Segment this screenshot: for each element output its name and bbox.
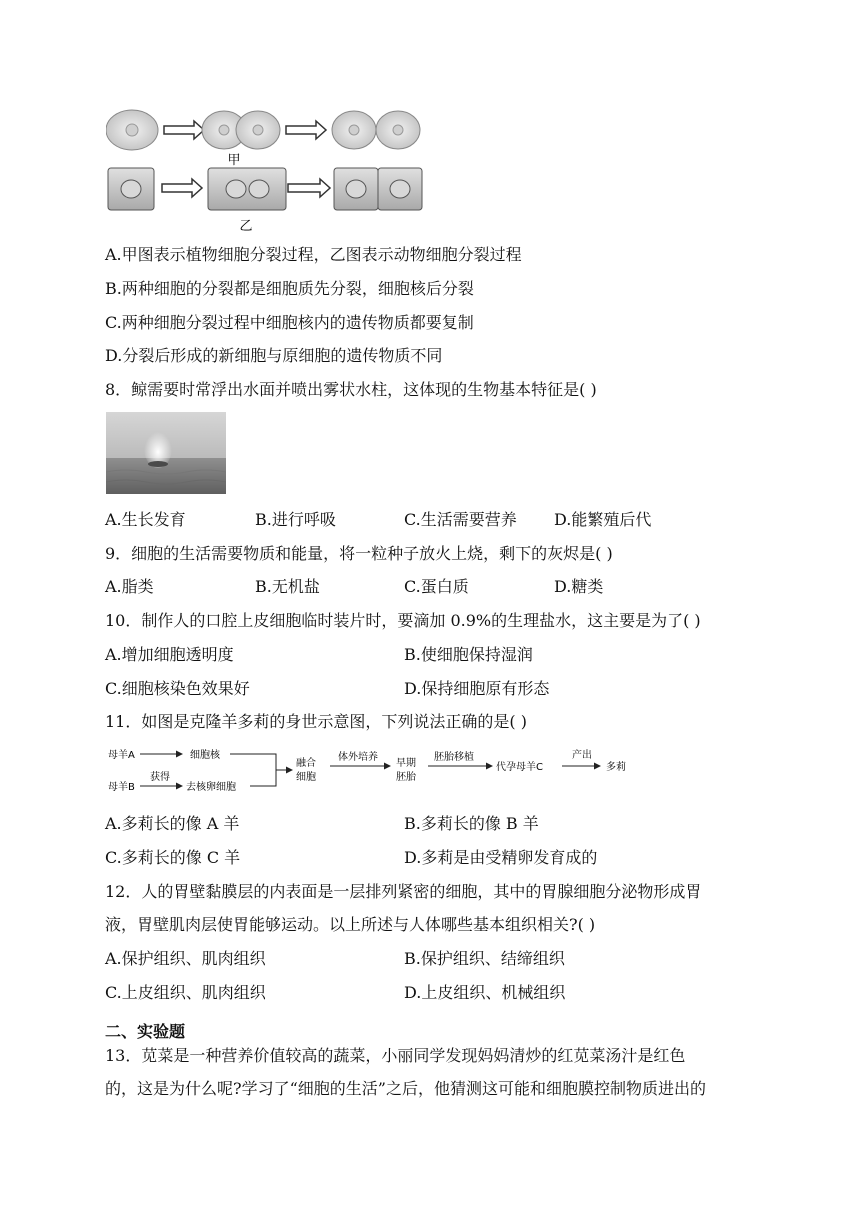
q9-stem: 9．细胞的生活需要物质和能量，将一粒种子放火上烧，剩下的灰烬是( ) bbox=[105, 544, 613, 563]
q12-option-a: A.保护组织、肌肉组织 bbox=[105, 949, 266, 968]
q8-stem: 8．鲸需要时常浮出水面并喷出雾状水柱，这体现的生物基本特征是( ) bbox=[105, 380, 597, 399]
section-heading-experiment: 二、实验题 bbox=[105, 1022, 186, 1041]
q9-option-d: D.糖类 bbox=[554, 577, 604, 596]
q12-option-b: B.保护组织、结缔组织 bbox=[404, 949, 565, 968]
label-sheep-a: 母羊A bbox=[108, 750, 135, 761]
q8-option-a: A.生长发育 bbox=[105, 510, 186, 529]
whale-spout-photo bbox=[106, 412, 226, 494]
q9-option-b: B.无机盐 bbox=[255, 577, 320, 596]
row-jia bbox=[106, 110, 420, 150]
label-early-embryo-1: 早期 bbox=[396, 758, 416, 769]
q13-line-2: 的，这是为什么呢?学习了“细胞的生活”之后，他猜测这可能和细胞膜控制物质进出的 bbox=[105, 1079, 706, 1098]
q10-option-b: B.使细胞保持湿润 bbox=[404, 645, 533, 664]
label-fused-cell-1: 融合 bbox=[296, 758, 316, 769]
q12-option-c: C.上皮组织、肌肉组织 bbox=[105, 983, 266, 1002]
q8-option-b: B.进行呼吸 bbox=[255, 510, 336, 529]
q9-option-c: C.蛋白质 bbox=[404, 577, 469, 596]
label-enucleated-egg: 去核卵细胞 bbox=[186, 782, 236, 793]
cell-division-figure bbox=[106, 108, 424, 236]
q7-option-d: D.分裂后形成的新细胞与原细胞的遗传物质不同 bbox=[105, 346, 443, 365]
q12-stem-line-2: 液，胃壁肌肉层使胃能够运动。以上所述与人体哪些基本组织相关?( ) bbox=[105, 915, 596, 934]
q7-option-c: C.两种细胞分裂过程中细胞核内的遗传物质都要复制 bbox=[105, 313, 474, 332]
label-jia: 甲 bbox=[227, 153, 241, 168]
dolly-cloning-diagram bbox=[106, 742, 646, 800]
q9-option-a: A.脂类 bbox=[105, 577, 154, 596]
q8-option-d: D.能繁殖后代 bbox=[554, 510, 652, 529]
label-yi: 乙 bbox=[239, 219, 253, 234]
label-culture: 体外培养 bbox=[338, 752, 378, 763]
label-nucleus: 细胞核 bbox=[190, 750, 220, 761]
q11-option-b: B.多莉长的像 B 羊 bbox=[404, 814, 539, 833]
label-birth: 产出 bbox=[572, 750, 592, 761]
q10-option-c: C.细胞核染色效果好 bbox=[105, 679, 250, 698]
label-fused-cell-2: 细胞 bbox=[296, 772, 316, 783]
q11-option-d: D.多莉是由受精卵发育成的 bbox=[404, 848, 598, 867]
q12-option-d: D.上皮组织、机械组织 bbox=[404, 983, 566, 1002]
label-transplant: 胚胎移植 bbox=[434, 752, 474, 763]
q7-option-b: B.两种细胞的分裂都是细胞质先分裂，细胞核后分裂 bbox=[105, 279, 474, 298]
row-yi bbox=[108, 168, 422, 210]
q13-line-1: 13．苋菜是一种营养价值较高的蔬菜，小丽同学发现妈妈清炒的红苋菜汤汁是红色 bbox=[105, 1046, 686, 1065]
q10-option-d: D.保持细胞原有形态 bbox=[404, 679, 550, 698]
q10-stem: 10．制作人的口腔上皮细胞临时装片时，要滴加 0.9%的生理盐水，这主要是为了( ) bbox=[105, 611, 701, 630]
q10-option-a: A.增加细胞透明度 bbox=[105, 645, 234, 664]
label-surrogate: 代孕母羊C bbox=[496, 762, 543, 773]
q11-option-a: A.多莉长的像 A 羊 bbox=[105, 814, 240, 833]
q12-stem-line-1: 12．人的胃壁黏膜层的内表面是一层排列紧密的细胞，其中的胃腺细胞分泌物形成胃 bbox=[105, 882, 702, 901]
label-obtain: 获得 bbox=[150, 772, 170, 783]
q11-option-c: C.多莉长的像 C 羊 bbox=[105, 848, 241, 867]
label-dolly: 多莉 bbox=[606, 762, 626, 773]
q7-option-a: A.甲图表示植物细胞分裂过程，乙图表示动物细胞分裂过程 bbox=[105, 245, 522, 264]
q8-option-c: C.生活需要营养 bbox=[404, 510, 517, 529]
label-early-embryo-2: 胚胎 bbox=[396, 772, 416, 783]
q11-stem: 11．如图是克隆羊多莉的身世示意图，下列说法正确的是( ) bbox=[105, 712, 527, 731]
cell-division-svg bbox=[106, 108, 424, 236]
label-sheep-b: 母羊B bbox=[108, 782, 135, 793]
